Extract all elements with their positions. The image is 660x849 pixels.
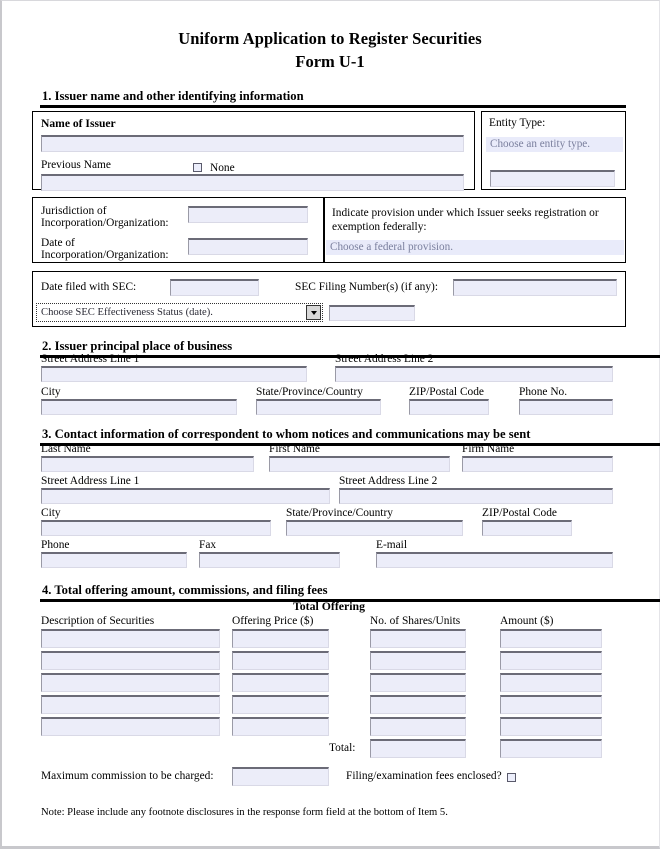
filing-fees-label: Filing/examination fees enclosed? (346, 770, 502, 782)
section-3-header (40, 415, 660, 446)
contact-zip-label: ZIP/Postal Code (482, 507, 557, 519)
form-number-title: Form U-1 (295, 51, 365, 71)
entity-type-input[interactable] (490, 170, 615, 187)
issuer-phone-label: Phone No. (519, 386, 568, 398)
sec-filing-number-label: SEC Filing Number(s) (if any): (295, 281, 439, 293)
issuer-city-label: City (41, 386, 61, 398)
sec-effectiveness-status-label: Choose SEC Effectiveness Status (date). (41, 307, 213, 318)
contact-last-name-label: Last Name (41, 443, 91, 455)
contact-street2-label: Street Address Line 2 (339, 475, 438, 487)
column-header-amount: Amount ($) (500, 615, 554, 627)
form-sheet (2, 1, 658, 841)
issuer-phone-input[interactable] (519, 399, 613, 415)
none-checkbox[interactable] (193, 163, 202, 172)
issuer-city-input[interactable] (41, 399, 237, 415)
chevron-down-icon[interactable] (306, 305, 321, 320)
total-amount-input[interactable] (500, 739, 602, 758)
contact-zip-input[interactable] (482, 520, 572, 536)
section-1-heading: 1. Issuer name and other identifying information (42, 88, 304, 103)
sec-effectiveness-date-input[interactable] (329, 305, 415, 321)
issuer-street1-label: Street Address Line 1 (41, 353, 140, 365)
section-3-rule (40, 443, 660, 446)
max-commission-label: Maximum commission to be charged: (41, 770, 214, 782)
table-row-3-amount[interactable] (500, 673, 602, 692)
sec-filing-box (32, 271, 626, 327)
date-incorporation-input[interactable] (188, 238, 308, 255)
jurisdiction-label-line2: Incorporation/Organization: (41, 217, 169, 229)
date-incorporation-label-line2: Incorporation/Organization: (41, 249, 169, 261)
contact-state-label: State/Province/Country (286, 507, 393, 519)
jurisdiction-label-line1: Jurisdiction of (41, 205, 107, 217)
entity-type-box (481, 111, 626, 190)
contact-city-input[interactable] (41, 520, 271, 536)
federal-provision-label-line2: exemption federally: (332, 221, 427, 233)
table-row-5-amount[interactable] (500, 717, 602, 736)
issuer-street1-input[interactable] (41, 366, 307, 382)
filing-fees-checkbox-group[interactable] (507, 768, 516, 786)
contact-firm-name-input[interactable] (462, 456, 613, 472)
table-row-4-shares-units[interactable] (370, 695, 466, 714)
table-row-1-shares-units[interactable] (370, 629, 466, 648)
issuer-name-box (32, 111, 475, 190)
entity-type-placeholder[interactable]: Choose an entity type. (486, 137, 623, 152)
contact-street1-input[interactable] (41, 488, 330, 504)
entity-type-label: Entity Type: (489, 117, 546, 129)
none-checkbox-label: None (210, 162, 235, 174)
contact-email-input[interactable] (376, 552, 613, 568)
table-row-4-description[interactable] (41, 695, 220, 714)
contact-phone-input[interactable] (41, 552, 187, 568)
contact-city-label: City (41, 507, 61, 519)
previous-name-input[interactable] (41, 174, 464, 191)
table-row-3-description[interactable] (41, 673, 220, 692)
previous-name-label: Previous Name (41, 159, 111, 171)
contact-email-label: E-mail (376, 539, 407, 551)
section-1-header (40, 77, 626, 108)
table-row-2-amount[interactable] (500, 651, 602, 670)
table-row-2-offering-price[interactable] (232, 651, 329, 670)
date-filed-sec-input[interactable] (170, 279, 259, 296)
contact-phone-label: Phone (41, 539, 70, 551)
issuer-state-input[interactable] (256, 399, 381, 415)
contact-first-name-input[interactable] (269, 456, 450, 472)
name-of-issuer-label: Name of Issuer (41, 117, 116, 130)
issuer-street2-label: Street Address Line 2 (335, 353, 434, 365)
table-row-4-amount[interactable] (500, 695, 602, 714)
filing-fees-checkbox[interactable] (507, 773, 516, 782)
contact-first-name-label: First Name (269, 443, 320, 455)
column-header-description: Description of Securities (41, 615, 155, 627)
contact-street1-label: Street Address Line 1 (41, 475, 140, 487)
sec-effectiveness-status-dropdown[interactable] (36, 303, 323, 322)
table-row-4-offering-price[interactable] (232, 695, 329, 714)
date-filed-sec-label: Date filed with SEC: (41, 281, 137, 293)
section-4-header (40, 571, 660, 602)
table-row-1-description[interactable] (41, 629, 220, 648)
table-row-1-amount[interactable] (500, 629, 602, 648)
contact-firm-name-label: Firm Name (462, 443, 515, 455)
federal-provision-placeholder[interactable]: Choose a federal provision. (326, 240, 624, 255)
column-header-offering-price: Offering Price ($) (232, 615, 314, 627)
contact-last-name-input[interactable] (41, 456, 254, 472)
table-row-5-description[interactable] (41, 717, 220, 736)
table-row-1-offering-price[interactable] (232, 629, 329, 648)
issuer-street2-input[interactable] (335, 366, 613, 382)
jurisdiction-provision-box (32, 197, 626, 263)
footnote-note: Note: Please include any footnote disclosures in the response form field at the bottom of Item 5. (41, 807, 448, 818)
table-row-2-shares-units[interactable] (370, 651, 466, 670)
federal-provision-label-line1: Indicate provision under which Issuer seeks registration or (332, 207, 599, 219)
max-commission-input[interactable] (232, 767, 329, 786)
table-row-5-offering-price[interactable] (232, 717, 329, 736)
issuer-state-label: State/Province/Country (256, 386, 363, 398)
table-row-3-offering-price[interactable] (232, 673, 329, 692)
table-row-5-shares-units[interactable] (370, 717, 466, 736)
contact-state-input[interactable] (286, 520, 463, 536)
total-offering-caption: Total Offering (293, 599, 365, 613)
date-incorporation-label-line1: Date of (41, 237, 75, 249)
table-row-3-shares-units[interactable] (370, 673, 466, 692)
issuer-zip-label: ZIP/Postal Code (409, 386, 484, 398)
contact-street2-input[interactable] (339, 488, 613, 504)
page-title: Uniform Application to Register Securities (178, 29, 482, 48)
section-2-heading: 2. Issuer principal place of business (42, 339, 233, 353)
issuer-zip-input[interactable] (409, 399, 489, 415)
jurisdiction-input[interactable] (188, 206, 308, 223)
table-row-2-description[interactable] (41, 651, 220, 670)
contact-fax-input[interactable] (199, 552, 340, 568)
section-1-rule (40, 105, 626, 108)
section-3-heading: 3. Contact information of correspondent to whom notices and communications may be sent (42, 427, 531, 441)
column-header-shares-units: No. of Shares/Units (370, 615, 461, 627)
total-label: Total: (329, 742, 356, 754)
name-of-issuer-input[interactable] (41, 135, 464, 152)
total-shares-units-input[interactable] (370, 739, 466, 758)
section-4-heading: 4. Total offering amount, commissions, and filing fees (42, 583, 328, 597)
contact-fax-label: Fax (199, 539, 217, 551)
document-title (2, 1, 658, 73)
jurisdiction-divider (323, 198, 325, 262)
sec-filing-number-input[interactable] (453, 279, 617, 296)
